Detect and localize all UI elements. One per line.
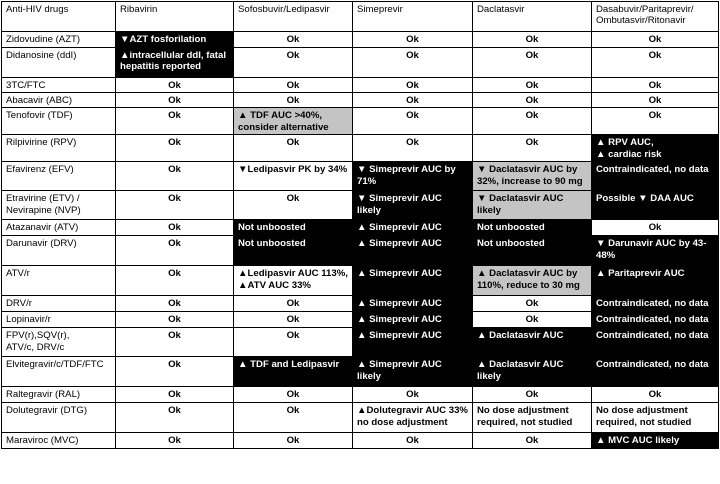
cell-daclatasvir: ▲ Daclatasvir AUC bbox=[473, 328, 592, 357]
cell-sofosbuvir-ledipasvir: ▲Ledipasvir AUC 113%, ▲ATV AUC 33% bbox=[234, 266, 353, 296]
cell-ribavirin: Ok bbox=[116, 403, 234, 433]
cell-ribavirin: Ok bbox=[116, 266, 234, 296]
cell-ribavirin: Ok bbox=[116, 135, 234, 162]
header-ribavirin: Ribavirin bbox=[116, 2, 234, 32]
cell-ribavirin: Ok bbox=[116, 93, 234, 108]
cell-dasabuvir-combo: Ok bbox=[592, 32, 719, 48]
row-drug-name: Lopinavir/r bbox=[2, 312, 116, 328]
table-row bbox=[2, 48, 719, 78]
cell-sofosbuvir-ledipasvir: Ok bbox=[234, 48, 353, 78]
table-row bbox=[2, 78, 719, 93]
cell-ribavirin: Ok bbox=[116, 312, 234, 328]
table-row bbox=[2, 236, 719, 266]
cell-dasabuvir-combo: ▼ Darunavir AUC by 43-48% bbox=[592, 236, 719, 266]
cell-simeprevir: Ok bbox=[353, 108, 473, 135]
cell-simeprevir: ▲ Simeprevir AUC bbox=[353, 266, 473, 296]
cell-simeprevir: ▲ Simeprevir AUC likely bbox=[353, 357, 473, 387]
row-drug-name: FPV(r),SQV(r), ATV/c, DRV/c bbox=[2, 328, 116, 357]
table-row bbox=[2, 108, 719, 135]
cell-daclatasvir: Ok bbox=[473, 433, 592, 448]
cell-ribavirin: Ok bbox=[116, 220, 234, 236]
cell-dasabuvir-combo: ▲ MVC AUC likely bbox=[592, 433, 719, 448]
header-dasabuvir-combo: Dasabuvir/Paritaprevir/ Ombutasvir/Ritonavir bbox=[592, 2, 719, 32]
header-daclatasvir: Daclatasvir bbox=[473, 2, 592, 32]
cell-dasabuvir-combo: ▲ Paritaprevir AUC bbox=[592, 266, 719, 296]
cell-daclatasvir: ▲ Daclatasvir AUC likely bbox=[473, 357, 592, 387]
cell-daclatasvir: Ok bbox=[473, 48, 592, 78]
cell-daclatasvir: Not unboosted bbox=[473, 220, 592, 236]
table-body bbox=[2, 32, 719, 449]
row-drug-name: DRV/r bbox=[2, 296, 116, 312]
cell-dasabuvir-combo: Ok bbox=[592, 220, 719, 236]
cell-simeprevir: ▲ Simeprevir AUC bbox=[353, 328, 473, 357]
cell-simeprevir: ▼ Simeprevir AUC likely bbox=[353, 191, 473, 220]
cell-dasabuvir-combo: Possible ▼ DAA AUC bbox=[592, 191, 719, 220]
row-drug-name: Abacavir (ABC) bbox=[2, 93, 116, 108]
cell-simeprevir: ▲ Simeprevir AUC bbox=[353, 296, 473, 312]
cell-daclatasvir: Ok bbox=[473, 78, 592, 93]
row-drug-name: Darunavir (DRV) bbox=[2, 236, 116, 266]
cell-sofosbuvir-ledipasvir: Ok bbox=[234, 32, 353, 48]
table-row bbox=[2, 266, 719, 296]
cell-simeprevir: Ok bbox=[353, 387, 473, 403]
cell-dasabuvir-combo: Contraindicated, no data bbox=[592, 357, 719, 387]
cell-ribavirin: ▲intracellular ddI, fatal hepatitis reported bbox=[116, 48, 234, 78]
cell-simeprevir: ▲ Simeprevir AUC bbox=[353, 236, 473, 266]
cell-dasabuvir-combo: Ok bbox=[592, 93, 719, 108]
header-simeprevir: Simeprevir bbox=[353, 2, 473, 32]
cell-simeprevir: Ok bbox=[353, 93, 473, 108]
cell-daclatasvir: No dose adjustment required, not studied bbox=[473, 403, 592, 433]
cell-sofosbuvir-ledipasvir: Ok bbox=[234, 78, 353, 93]
cell-dasabuvir-combo: Ok bbox=[592, 78, 719, 93]
cell-sofosbuvir-ledipasvir: ▼Ledipasvir PK by 34% bbox=[234, 162, 353, 191]
row-drug-name: Zidovudine (AZT) bbox=[2, 32, 116, 48]
cell-simeprevir: Ok bbox=[353, 48, 473, 78]
table-row bbox=[2, 328, 719, 357]
row-drug-name: Efavirenz (EFV) bbox=[2, 162, 116, 191]
cell-daclatasvir: Ok bbox=[473, 93, 592, 108]
cell-daclatasvir: Ok bbox=[473, 312, 592, 328]
table-row bbox=[2, 312, 719, 328]
cell-ribavirin: Ok bbox=[116, 328, 234, 357]
row-drug-name: Raltegravir (RAL) bbox=[2, 387, 116, 403]
cell-daclatasvir: ▲ Daclatasvir AUC by 110%, reduce to 30 mg bbox=[473, 266, 592, 296]
table-row bbox=[2, 403, 719, 433]
cell-ribavirin: ▼AZT fosforilation bbox=[116, 32, 234, 48]
cell-dasabuvir-combo: ▲ RPV AUC, ▲ cardiac risk bbox=[592, 135, 719, 162]
cell-ribavirin: Ok bbox=[116, 387, 234, 403]
table-row bbox=[2, 162, 719, 191]
row-drug-name: Etravirine (ETV) / Nevirapine (NVP) bbox=[2, 191, 116, 220]
cell-sofosbuvir-ledipasvir: Ok bbox=[234, 312, 353, 328]
cell-daclatasvir: Ok bbox=[473, 135, 592, 162]
table-row bbox=[2, 93, 719, 108]
table-row bbox=[2, 32, 719, 48]
cell-daclatasvir: Ok bbox=[473, 296, 592, 312]
table-row bbox=[2, 135, 719, 162]
header-sofosbuvir-ledipasvir: Sofosbuvir/Ledipasvir bbox=[234, 2, 353, 32]
cell-simeprevir: Ok bbox=[353, 32, 473, 48]
cell-daclatasvir: Ok bbox=[473, 32, 592, 48]
cell-ribavirin: Ok bbox=[116, 78, 234, 93]
cell-dasabuvir-combo: Contraindicated, no data bbox=[592, 162, 719, 191]
row-drug-name: ATV/r bbox=[2, 266, 116, 296]
cell-dasabuvir-combo: Contraindicated, no data bbox=[592, 328, 719, 357]
table-row bbox=[2, 357, 719, 387]
cell-dasabuvir-combo: Ok bbox=[592, 108, 719, 135]
cell-dasabuvir-combo: Contraindicated, no data bbox=[592, 296, 719, 312]
cell-sofosbuvir-ledipasvir: Ok bbox=[234, 93, 353, 108]
table-row bbox=[2, 191, 719, 220]
cell-sofosbuvir-ledipasvir: Ok bbox=[234, 135, 353, 162]
cell-simeprevir: ▲Dolutegravir AUC 33% no dose adjustment bbox=[353, 403, 473, 433]
cell-simeprevir: Ok bbox=[353, 78, 473, 93]
cell-daclatasvir: ▼ Daclatasvir AUC likely bbox=[473, 191, 592, 220]
cell-sofosbuvir-ledipasvir: Ok bbox=[234, 387, 353, 403]
cell-sofosbuvir-ledipasvir: ▲ TDF AUC >40%, consider alternative bbox=[234, 108, 353, 135]
cell-sofosbuvir-ledipasvir: Not unboosted bbox=[234, 220, 353, 236]
row-drug-name: Atazanavir (ATV) bbox=[2, 220, 116, 236]
header-anti-hiv-drugs: Anti-HIV drugs bbox=[2, 2, 116, 32]
cell-simeprevir: ▼ Simeprevir AUC by 71% bbox=[353, 162, 473, 191]
cell-ribavirin: Ok bbox=[116, 162, 234, 191]
cell-ribavirin: Ok bbox=[116, 108, 234, 135]
row-drug-name: Maraviroc (MVC) bbox=[2, 433, 116, 448]
cell-daclatasvir: ▼ Daclatasvir AUC by 32%, increase to 90 mg bbox=[473, 162, 592, 191]
cell-dasabuvir-combo: No dose adjustment required, not studied bbox=[592, 403, 719, 433]
cell-ribavirin: Ok bbox=[116, 357, 234, 387]
cell-dasabuvir-combo: Ok bbox=[592, 387, 719, 403]
cell-sofosbuvir-ledipasvir: Ok bbox=[234, 403, 353, 433]
cell-ribavirin: Ok bbox=[116, 433, 234, 448]
drug-interaction-table bbox=[1, 1, 719, 449]
cell-daclatasvir: Ok bbox=[473, 387, 592, 403]
cell-sofosbuvir-ledipasvir: ▲ TDF and Ledipasvir bbox=[234, 357, 353, 387]
row-drug-name: Dolutegravir (DTG) bbox=[2, 403, 116, 433]
cell-ribavirin: Ok bbox=[116, 191, 234, 220]
cell-sofosbuvir-ledipasvir: Ok bbox=[234, 328, 353, 357]
table-row bbox=[2, 433, 719, 448]
cell-daclatasvir: Not unboosted bbox=[473, 236, 592, 266]
row-drug-name: Rilpivirine (RPV) bbox=[2, 135, 116, 162]
cell-simeprevir: ▲ Simeprevir AUC bbox=[353, 220, 473, 236]
cell-dasabuvir-combo: Contraindicated, no data bbox=[592, 312, 719, 328]
row-drug-name: Tenofovir (TDF) bbox=[2, 108, 116, 135]
table-row bbox=[2, 387, 719, 403]
row-drug-name: 3TC/FTC bbox=[2, 78, 116, 93]
cell-sofosbuvir-ledipasvir: Ok bbox=[234, 191, 353, 220]
row-drug-name: Elvitegravir/c/TDF/FTC bbox=[2, 357, 116, 387]
row-drug-name: Didanosine (ddI) bbox=[2, 48, 116, 78]
cell-ribavirin: Ok bbox=[116, 296, 234, 312]
header-row bbox=[2, 2, 719, 32]
cell-dasabuvir-combo: Ok bbox=[592, 48, 719, 78]
cell-simeprevir: Ok bbox=[353, 135, 473, 162]
cell-simeprevir: ▲ Simeprevir AUC bbox=[353, 312, 473, 328]
cell-ribavirin: Ok bbox=[116, 236, 234, 266]
cell-sofosbuvir-ledipasvir: Ok bbox=[234, 296, 353, 312]
cell-simeprevir: Ok bbox=[353, 433, 473, 448]
cell-sofosbuvir-ledipasvir: Ok bbox=[234, 433, 353, 448]
cell-sofosbuvir-ledipasvir: Not unboosted bbox=[234, 236, 353, 266]
cell-daclatasvir: Ok bbox=[473, 108, 592, 135]
table-row bbox=[2, 296, 719, 312]
table-row bbox=[2, 220, 719, 236]
